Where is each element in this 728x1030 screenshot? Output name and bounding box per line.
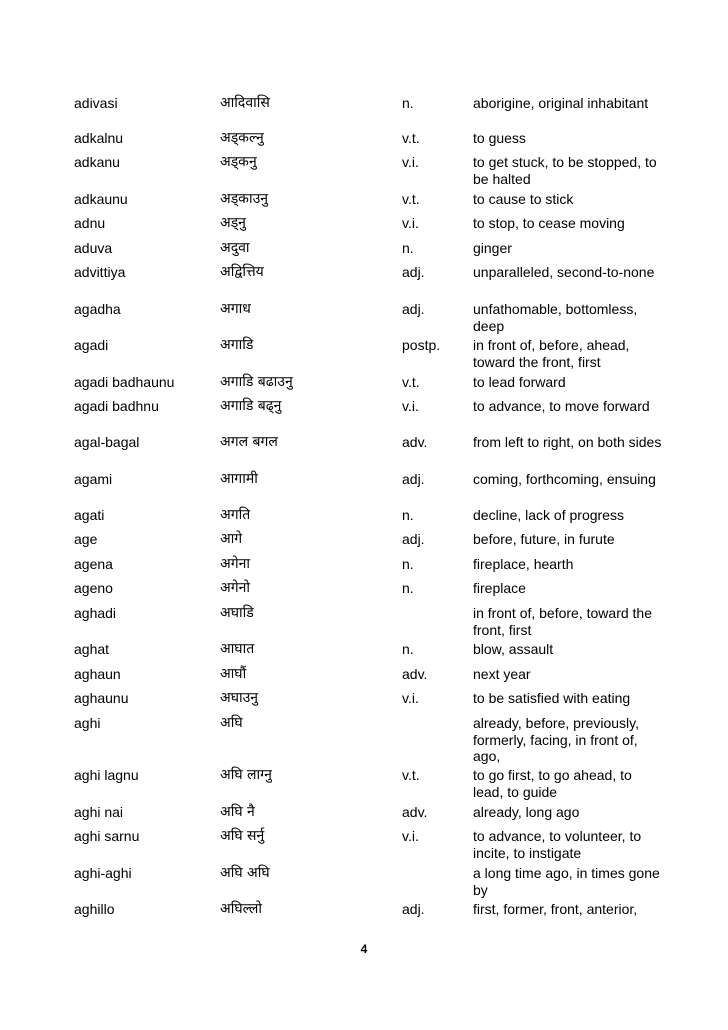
entry-definition: already, before, previously, formerly, facing, in front of, ago, bbox=[473, 715, 640, 764]
entry-devanagari: आघात bbox=[220, 641, 255, 657]
entry-part-of-speech: adj. bbox=[402, 901, 425, 917]
entry-definition: ginger bbox=[473, 240, 512, 256]
entry-definition: to guess bbox=[473, 130, 526, 146]
entry-romanized: agadi badhnu bbox=[74, 398, 159, 414]
entry-part-of-speech: adv. bbox=[402, 804, 428, 820]
entry-devanagari: अघि अघि bbox=[220, 865, 270, 881]
entry-romanized: aduva bbox=[74, 240, 113, 256]
entry-part-of-speech: v.t. bbox=[402, 130, 420, 146]
entry-definition: fireplace bbox=[473, 580, 526, 596]
entry-definition: to be satisfied with eating bbox=[473, 690, 631, 706]
entry-part-of-speech: n. bbox=[402, 240, 414, 256]
entry-part-of-speech: n. bbox=[402, 556, 414, 572]
entry-part-of-speech: n. bbox=[402, 507, 414, 523]
entry-devanagari: अड्नु bbox=[220, 215, 246, 231]
entry-romanized: aghi-aghi bbox=[74, 865, 132, 881]
entry-definition: aborigine, original inhabitant bbox=[473, 95, 649, 111]
entry-devanagari: अगाध bbox=[220, 301, 251, 317]
entry-definition: before, future, in furute bbox=[473, 531, 615, 547]
entry-definition: to lead forward bbox=[473, 374, 566, 390]
entry-devanagari: अड्कनु bbox=[220, 154, 257, 170]
entry-devanagari: अदुवा bbox=[220, 240, 250, 256]
entry-devanagari: अघि नै bbox=[220, 804, 255, 820]
entry-part-of-speech: v.i. bbox=[402, 215, 419, 231]
entry-romanized: adkalnu bbox=[74, 130, 124, 146]
entry-part-of-speech: v.t. bbox=[402, 767, 420, 783]
entry-romanized: ageno bbox=[74, 580, 113, 596]
entry-definition: in front of, before, ahead, toward the front, first bbox=[473, 337, 630, 370]
entry-part-of-speech: n. bbox=[402, 95, 414, 111]
entry-devanagari: अगाडि bbox=[220, 337, 254, 353]
entry-romanized: aghi bbox=[74, 715, 101, 731]
entry-romanized: aghaunu bbox=[74, 690, 129, 706]
page-number: 4 bbox=[360, 942, 368, 956]
entry-part-of-speech: adj. bbox=[402, 471, 425, 487]
entry-part-of-speech: postp. bbox=[402, 337, 441, 353]
entry-romanized: agena bbox=[74, 556, 113, 572]
entry-definition: fireplace, hearth bbox=[473, 556, 574, 572]
entry-devanagari: अगति bbox=[220, 507, 251, 523]
entry-devanagari: अड्काउनु bbox=[220, 191, 269, 207]
entry-part-of-speech: v.t. bbox=[402, 374, 420, 390]
entry-romanized: aghadi bbox=[74, 605, 117, 621]
entry-part-of-speech: n. bbox=[402, 580, 414, 596]
entry-part-of-speech: adj. bbox=[402, 264, 425, 280]
entry-definition: to stop, to cease moving bbox=[473, 215, 625, 231]
entry-definition: in front of, before, toward the front, first bbox=[473, 605, 652, 638]
entry-romanized: adkaunu bbox=[74, 191, 128, 207]
entry-part-of-speech: adv. bbox=[402, 666, 428, 682]
entry-definition: already, long ago bbox=[473, 804, 580, 820]
entry-devanagari: अघाडि bbox=[220, 605, 254, 621]
entry-romanized: aghi nai bbox=[74, 804, 124, 820]
entry-definition: to advance, to move forward bbox=[473, 398, 650, 414]
entry-definition: first, former, front, anterior, bbox=[473, 901, 638, 917]
entry-devanagari: अघि लाग्नु bbox=[220, 767, 272, 783]
entry-part-of-speech: n. bbox=[402, 641, 414, 657]
entry-devanagari: आदिवासि bbox=[220, 95, 270, 111]
entry-devanagari: आघौं bbox=[220, 666, 247, 682]
entry-romanized: advittiya bbox=[74, 264, 126, 280]
entry-devanagari: अघाउनु bbox=[220, 690, 259, 706]
entry-definition: to go first, to go ahead, to lead, to guide bbox=[473, 767, 632, 800]
entry-devanagari: अगाडि बढाउनु bbox=[220, 374, 293, 390]
entry-part-of-speech: adv. bbox=[402, 434, 428, 450]
entry-part-of-speech: v.i. bbox=[402, 154, 419, 170]
entry-definition: unfathomable, bottomless, deep bbox=[473, 301, 638, 334]
entry-romanized: adnu bbox=[74, 215, 106, 231]
entry-devanagari: अगल बगल bbox=[220, 434, 278, 450]
entry-part-of-speech: v.i. bbox=[402, 690, 419, 706]
entry-romanized: aghat bbox=[74, 641, 110, 657]
entry-definition: a long time ago, in times gone by bbox=[473, 865, 660, 898]
entry-romanized: agati bbox=[74, 507, 105, 523]
entry-devanagari: आगे bbox=[220, 531, 243, 547]
entry-romanized: age bbox=[74, 531, 98, 547]
entry-definition: next year bbox=[473, 666, 531, 682]
entry-romanized: aghi sarnu bbox=[74, 828, 140, 844]
entry-devanagari: अड्कल्नु bbox=[220, 130, 264, 146]
entry-definition: to get stuck, to be stopped, to be halted bbox=[473, 154, 657, 187]
entry-definition: to advance, to volunteer, to incite, to instigate bbox=[473, 828, 642, 861]
entry-definition: to cause to stick bbox=[473, 191, 574, 207]
entry-devanagari: अघि bbox=[220, 715, 243, 731]
entry-devanagari: अघि सर्नु bbox=[220, 828, 265, 844]
entry-romanized: adivasi bbox=[74, 95, 118, 111]
entry-romanized: agadha bbox=[74, 301, 121, 317]
entry-definition: from left to right, on both sides bbox=[473, 434, 662, 450]
entry-part-of-speech: adj. bbox=[402, 531, 425, 547]
entry-devanagari: अघिल्लो bbox=[220, 901, 263, 917]
entry-romanized: aghaun bbox=[74, 666, 121, 682]
entry-romanized: agadi badhaunu bbox=[74, 374, 175, 390]
entry-devanagari: अगेनो bbox=[220, 580, 250, 596]
entry-devanagari: अगेना bbox=[220, 556, 250, 572]
entry-romanized: aghi lagnu bbox=[74, 767, 139, 783]
entry-romanized: agadi bbox=[74, 337, 109, 353]
entry-definition: decline, lack of progress bbox=[473, 507, 624, 523]
entry-part-of-speech: adj. bbox=[402, 301, 425, 317]
entry-part-of-speech: v.i. bbox=[402, 828, 419, 844]
entry-devanagari: आगामी bbox=[220, 471, 258, 487]
entry-romanized: adkanu bbox=[74, 154, 120, 170]
entry-definition: coming, forthcoming, ensuing bbox=[473, 471, 656, 487]
entry-definition: unparalleled, second-to-none bbox=[473, 264, 655, 280]
entry-romanized: aghillo bbox=[74, 901, 115, 917]
entry-romanized: agal-bagal bbox=[74, 434, 140, 450]
entry-devanagari: अद्वित्तिय bbox=[220, 264, 264, 280]
entry-devanagari: अगाडि बढ्नु bbox=[220, 398, 282, 414]
entry-romanized: agami bbox=[74, 471, 113, 487]
entry-part-of-speech: v.i. bbox=[402, 398, 419, 414]
entry-part-of-speech: v.t. bbox=[402, 191, 420, 207]
entry-definition: blow, assault bbox=[473, 641, 554, 657]
